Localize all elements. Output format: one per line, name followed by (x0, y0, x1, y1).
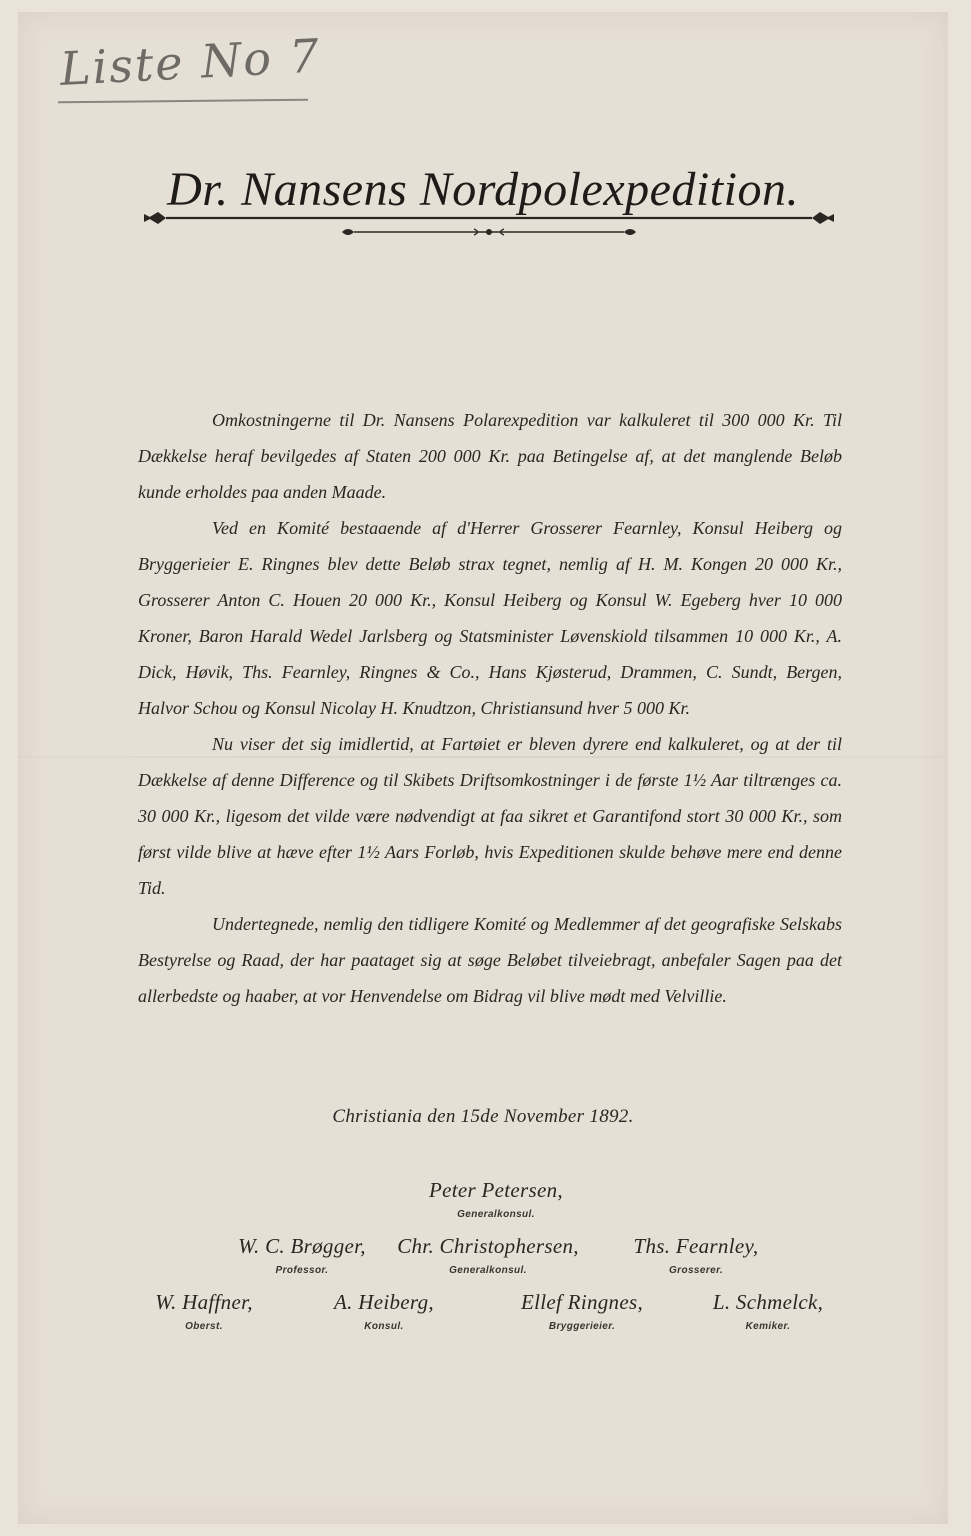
date-line: Christiania den 15de November 1892. (332, 1106, 634, 1127)
signatory-name: A. Heiberg, (334, 1290, 434, 1314)
signatory-christophersen (378, 1234, 598, 1276)
paragraph-committee: Ved en Komité bestaaende af d'Herrer Grosserer Fearnley, Konsul Heiberg og Bryggerieier E. Ringnes blev dette Beløb strax tegnet, nemlig af H. M. Kongen 20 000 Kr., Grosserer Anton C. Houen 20 000 Kr., Konsul Heiberg og Konsul W. Egeberg hver 10 000 Kroner, Baron Harald Wedel Jarlsberg og Statsminister Løvenskiold tilsammen 10 000 Kr., A. Dick, Høvik, Ths. Fearnley, Ringnes & Co., Hans Kjøsterud, Drammen, C. Sundt, Bergen, Halvor Schou og Konsul Nicolay H. Knudtzon, Christiansund hver 5 000 Kr. (138, 518, 842, 718)
signatory-title: Oberst. (185, 1321, 223, 1332)
signatory-name: W. Haffner, (155, 1290, 253, 1314)
paragraph-costs: Omkostningerne til Dr. Nansens Polarexpedition var kalkuleret til 300 000 Kr. Til Dækkelse heraf bevilgedes af Staten 200 000 Kr. paa Betingelse af, at det manglende Beløb kunde erholdes paa anden Maade. (138, 410, 842, 502)
handwritten-underline (58, 99, 308, 104)
signatory-name: Ellef Ringnes, (520, 1290, 643, 1314)
paragraph-recommendation: Undertegnede, nemlig den tidligere Komité og Medlemmer af det geografiske Selskabs Bestyrelse og Raad, der har paataget sig at søge Beløbet tilveiebragt, anbefaler Sagen paa det allerbedste og haaber, at vor Henvendelse om Bidrag vil blive mødt med Velvillie. (138, 914, 842, 1006)
signatory-heiberg (274, 1290, 494, 1332)
signatory-name: L. Schmelck, (712, 1290, 824, 1314)
document-title: Dr. Nansens Nordpolexpedition. (167, 163, 799, 216)
signatory-title: Konsul. (364, 1321, 404, 1332)
letter-body (138, 402, 842, 1014)
paragraph-additional-need: Nu viser det sig imidlertid, at Fartøiet er bleven dyrere end kalkuleret, og at der til Dækkelse af denne Difference og til Skibets Driftsomkostninger i de første 1½ Aar tiltrænges ca. 30 000 Kr., ligesom det vilde være nødvendigt at faa sikret et Garantifond stort 30 000 Kr., som først vilde blive at hæve efter 1½ Aars Forløb, hvis Expeditionen skulde behøve mere end denne Tid. (138, 734, 842, 898)
title-ornament (144, 208, 834, 258)
signatory-title: Professor. (275, 1265, 329, 1276)
signatory-title: Generalkonsul. (457, 1209, 535, 1220)
signatory-title: Bryggerieier. (548, 1321, 616, 1332)
signatory-peter-petersen (386, 1178, 606, 1220)
document-page (18, 12, 948, 1524)
signatory-name: W. C. Brøgger, (238, 1234, 366, 1258)
signatory-fearnley (586, 1234, 806, 1276)
signatory-name: Peter Petersen, (429, 1178, 563, 1202)
handwritten-list-number: Liste No 7 (58, 28, 323, 96)
signatory-title: Kemiker. (745, 1321, 791, 1332)
signatory-title: Generalkonsul. (449, 1265, 527, 1276)
signatory-name: Chr. Christophersen, (397, 1234, 579, 1258)
signatory-schmelck (658, 1290, 878, 1332)
signatory-title: Grosserer. (668, 1265, 724, 1276)
signatory-name: Ths. Fearnley, (633, 1234, 759, 1258)
